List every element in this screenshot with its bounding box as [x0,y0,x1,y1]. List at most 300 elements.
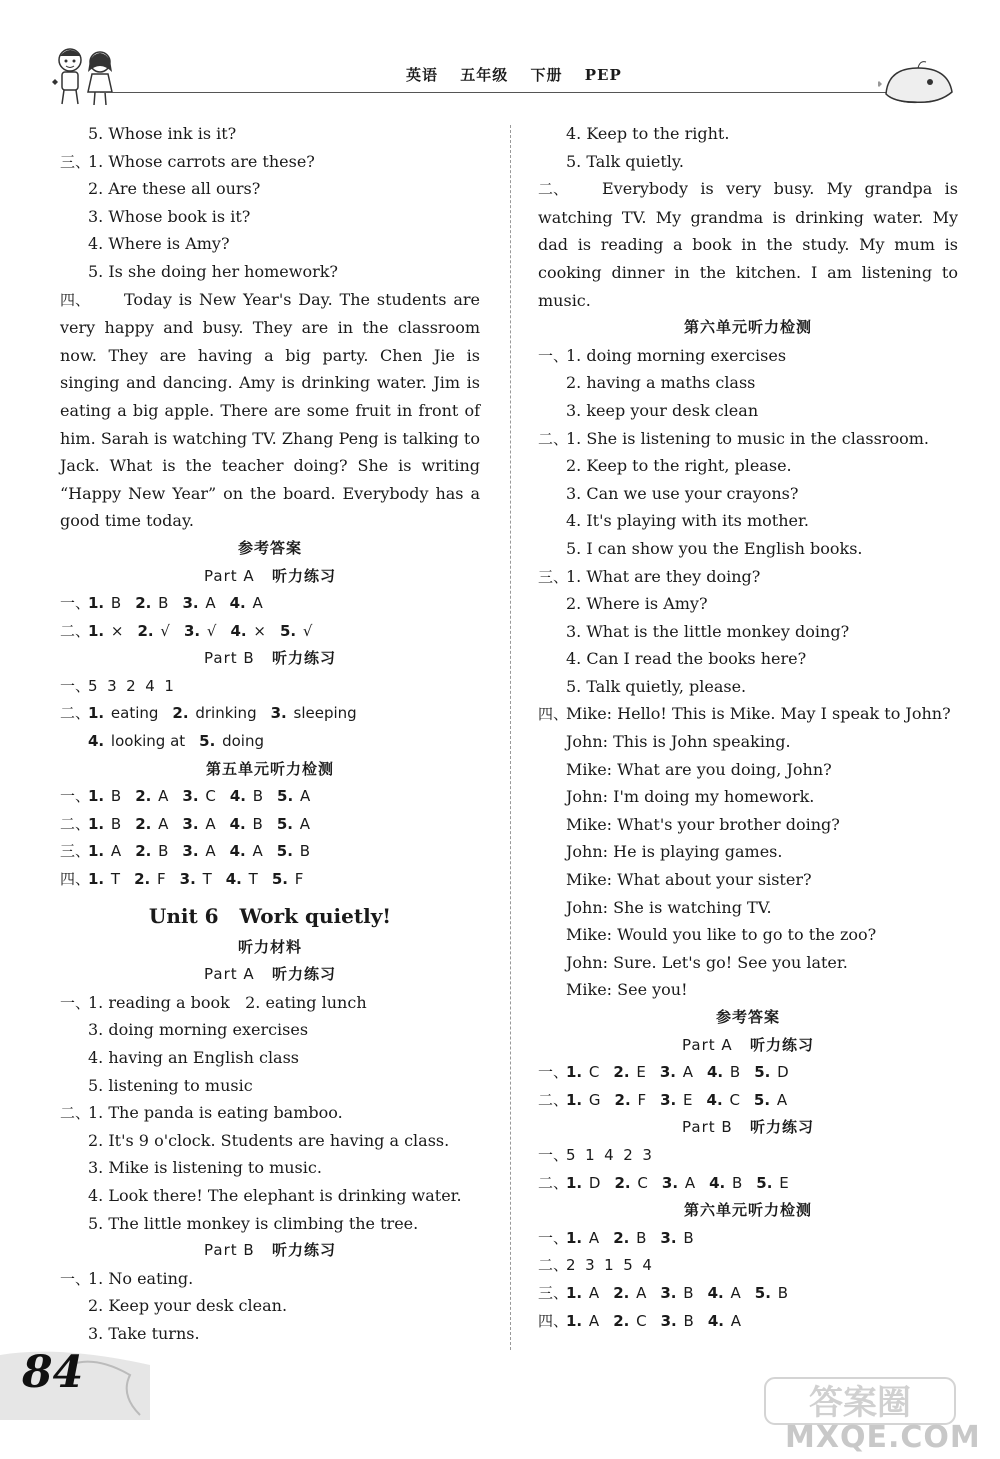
column-divider [510,125,511,1350]
answer-row [538,1142,958,1170]
text-line [538,425,958,453]
right-column [538,120,958,1335]
answer-value: B [252,814,263,833]
answer-number: 2. [613,1228,630,1247]
section-marker: 一、 [60,676,91,695]
part-heading [60,961,480,989]
text-line [538,452,958,480]
answer-item [662,1174,695,1192]
answer-value: E [683,1090,693,1109]
answer-number: 2. [135,594,152,613]
answer-value: C [637,1173,648,1192]
answer-number: 1. [88,704,105,723]
line-text: John: I'm doing my homework. [566,787,815,807]
answer-number: 3. [659,1063,676,1082]
heading-text: 参考答案 [237,538,302,557]
answer-item [226,870,258,888]
text-line [60,175,480,203]
answer-value: sleeping [293,704,357,723]
answer-number: 1. [566,1311,583,1330]
answer-number: 3. [660,1283,677,1302]
answer-item [613,1063,645,1081]
heading-text: 第六单元听力检测 [683,318,812,337]
text-line [60,1127,480,1155]
line-text: 4. Can I read the books here? [566,649,807,669]
answer-item [566,1174,600,1192]
answer-number: 4. [229,594,246,613]
section-marker: 一、 [538,1228,569,1247]
text-line [60,1182,480,1210]
answer-number: 4. [709,1173,726,1192]
answer-value: B [729,1063,741,1082]
answer-value: B [732,1173,743,1192]
line-text: 3. What is the little monkey doing? [566,621,850,641]
heading-text: 第六单元听力检测 [683,1201,812,1220]
answer-row [60,673,480,701]
line-text: 1. Whose carrots are these? [88,151,315,171]
text-line [538,480,958,508]
answer-item [135,594,168,612]
section-marker: 二、 [60,704,91,723]
answer-number: 1. [566,1090,583,1109]
text-line [60,989,480,1017]
answer-number: 2. [614,1173,631,1192]
answer-value: B [252,787,264,806]
answer-number: 5. [754,1283,771,1302]
part-name: Part A [204,965,255,984]
answer-number: 1. [88,594,105,613]
answer-row [60,590,480,618]
answer-value: C [205,787,216,806]
answer-item [566,1312,599,1330]
answer-number: 5. [754,1063,771,1082]
answer-row [538,1059,958,1087]
line-text: 5. listening to music [88,1075,253,1095]
part-label: 听力练习 [271,566,336,585]
answer-item [88,787,121,805]
answer-number: 3. [661,1173,679,1192]
section-heading [538,1004,958,1032]
line-text: Mike: What's your brother doing? [566,814,840,834]
answer-item [566,1091,601,1109]
text-line [60,1210,480,1238]
dialogue-line [538,976,958,1004]
line-text: 5. Is she doing her homework? [88,261,338,281]
answer-item [660,1284,693,1302]
line-text: 1. She is listening to music in the classroom. [566,428,929,448]
answer-row [60,783,480,811]
answer-item [756,1174,788,1192]
answer-row [60,618,480,646]
section-heading [60,756,480,784]
section-marker: 一、 [60,993,91,1012]
answer-item [182,815,215,833]
answer-number: 2. [613,1063,630,1082]
answer-number: 3. [182,814,199,833]
answer-number: 3. [182,842,199,861]
text-line [60,1265,480,1293]
answer-item [613,1312,646,1330]
answer-number: 3. [660,1228,677,1247]
answer-item [566,1229,599,1247]
answer-value: doing [222,732,264,751]
answer-item [88,870,120,888]
heading-text: 参考答案 [715,1008,780,1026]
text-line [538,397,958,425]
answer-row [60,838,480,866]
answer-number: 2. [614,1090,631,1109]
answer-item [615,1091,647,1109]
answer-number: 5. [199,732,216,751]
answer-number: 5. [276,842,293,861]
text-line [538,673,958,701]
answer-value: A [205,594,216,613]
answer-number: 4. [230,621,247,640]
answer-item [135,842,168,860]
answer-row [538,1087,958,1115]
answer-item [138,622,170,640]
answer-value: T [110,870,121,889]
answer-value: A [684,1173,696,1192]
line-text: 2. having a maths class [566,373,756,393]
part-heading [538,1114,958,1142]
answer-value: F [294,870,304,889]
part-name: Part B [204,649,255,668]
answer-value: B [110,594,122,613]
answer-value: B [636,1228,647,1247]
answer-item [135,815,168,833]
section-marker: 四、 [60,290,91,309]
part-name: Part A [204,566,255,585]
answer-number: 1. [566,1173,583,1192]
header-title [406,64,638,85]
answer-number: 1. [88,842,105,861]
section-marker: 三、 [60,842,91,861]
answer-item [230,842,263,860]
answer-value: A [205,814,216,833]
answer-item [88,732,185,750]
answer-value: E [636,1063,646,1082]
answer-number: 4. [229,842,246,861]
dialogue-line [538,783,958,811]
answer-item [707,1063,740,1081]
answer-value: D [588,1173,601,1192]
line-text: Mike: Hello! This is Mike. May I speak to John? [566,704,951,724]
answer-value: B [110,787,122,806]
answer-value: √ [206,621,217,640]
part-heading [538,1032,958,1060]
dialogue-line [538,866,958,894]
part-label: 听力练习 [271,965,336,984]
part-label: 听力练习 [749,1035,814,1054]
answer-item [230,594,263,612]
answer-item [613,1284,646,1302]
text-line [538,507,958,535]
answer-value: A [730,1283,741,1302]
line-text: 5. Whose ink is it? [88,124,237,143]
answer-number: 4. [706,1090,723,1109]
answer-number: 1. [88,870,105,889]
answer-value: B [299,842,310,861]
answer-row [60,700,480,728]
text-line [538,342,958,370]
answer-value: A [158,814,169,833]
answer-number: 5. [753,1090,771,1109]
answer-number: 3. [179,870,196,889]
answer-number: 3. [182,787,199,806]
section-marker: 二、 [538,1173,569,1192]
answer-number: 5. [756,1173,773,1192]
answer-value: × [110,621,124,640]
line-text: 4. Where is Amy? [88,234,230,254]
answer-number: 5. [277,787,294,806]
cartoon-kids-icon [48,42,123,112]
answer-value: looking at [110,732,186,751]
answer-number: 4. [229,814,246,833]
answer-number: 2. [613,1283,630,1302]
text-line [60,1099,480,1127]
answer-number: 4. [229,787,246,806]
line-text: Mike: Would you like to go to the zoo? [566,925,877,945]
answer-item [708,1312,741,1330]
answer-value: √ [302,621,313,640]
part-label: 听力练习 [271,649,336,668]
answer-value: B [158,842,169,861]
line-text: 4. Look there! The elephant is drinking water. [88,1185,462,1205]
answer-value: A [158,787,169,806]
text-line [538,148,958,176]
answer-value: A [776,1090,788,1109]
answer-item [661,1312,694,1330]
header-rule [100,92,905,93]
answer-value: B [683,1283,694,1302]
section-marker: 二、 [60,814,91,833]
answer-item [709,1174,742,1192]
answer-row [538,1170,958,1198]
line-text: John: He is playing games. [566,842,783,862]
line-text: John: She is watching TV. [566,897,772,917]
answer-value: B [683,1228,694,1247]
line-text: 1. No eating. [88,1268,194,1288]
answer-value: A [588,1311,600,1330]
answer-number: 2. [135,842,152,861]
answer-value: A [299,787,311,806]
answer-item [182,594,215,612]
answer-item [566,1063,599,1081]
answer-item [180,870,212,888]
line-text: 3. Mike is listening to music. [88,1158,322,1178]
paragraph-text: Today is New Year's Day. The students are very happy and busy. They are in the classroom now. They are having a big party. Chen Jie is singing and dancing. Amy is drinking water. Jim is eating a big apple. There are some fruit in front of him. Sarah is watching TV. Zhang Peng is talking to Jack. What is the teacher doing? She is writing “Happy New Year” on the board. Everybody has a good time today. [60,289,480,531]
dialogue-line [538,838,958,866]
answer-value: A [730,1311,741,1330]
line-text: 2. Keep to the right, please. [566,456,792,476]
answer-item [613,1229,646,1247]
answer-item [88,815,121,833]
answer-number: 3. [183,621,201,640]
part-label: 听力练习 [271,1241,336,1260]
text-line [538,369,958,397]
line-text: 4. having an English class [88,1048,300,1067]
section-heading [60,934,480,962]
line-text: 3. Whose book is it? [88,206,251,226]
answer-value: A [252,842,263,861]
watermark-logo-text: 答案圈 [809,1383,911,1423]
paragraph-text: Everybody is very busy. My grandpa is watching TV. My grandma is drinking water. My dad is reading a book in the study. My mum is cooking dinner in the kitchen. I am listening to music. [538,179,958,310]
dialogue-line [538,894,958,922]
dialogue-line [538,728,958,756]
answer-value: C [588,1063,600,1082]
text-line [538,590,958,618]
section-marker: 一、 [60,594,91,613]
dialogue-line [538,756,958,784]
line-text: 3. doing morning exercises [88,1020,309,1040]
answer-value: √ [160,621,170,640]
answer-item [708,1284,741,1302]
paragraph [538,175,958,314]
section-heading [538,314,958,342]
answer-number: 4. [707,1283,724,1302]
answer-value: eating [110,704,159,723]
text-line [538,535,958,563]
line-text: 4. It's playing with its mother. [566,511,809,531]
answer-number: 3. [660,1090,677,1109]
answer-value: A [682,1063,693,1082]
answer-number: 4. [707,1311,724,1330]
answer-value: B [683,1311,694,1330]
answer-item [277,787,310,805]
line-text: Mike: What are you doing, John? [566,759,832,779]
answer-item [271,704,357,722]
answer-number: 2. [134,870,151,889]
answer-number: 3. [660,1311,677,1330]
answer-item [182,842,215,860]
part-heading [60,1237,480,1265]
section-marker: 一、 [60,1269,91,1288]
section-marker: 一、 [538,1145,569,1164]
answer-value: C [636,1311,647,1330]
answer-item [277,815,310,833]
answer-number: 2. [137,621,154,640]
answer-item [184,622,216,640]
answer-item [182,787,215,805]
section-heading [538,1197,958,1225]
line-text: John: This is John speaking. [566,732,791,752]
section-marker: 四、 [60,870,91,889]
watermark-url: MXQE.COM [785,1420,981,1455]
answer-value: T [248,870,258,889]
answer-value: A [588,1228,600,1247]
answer-number: 2. [135,814,152,833]
line-text: 1. What are they doing? [566,566,761,586]
text-line [60,1154,480,1182]
answer-number: 2. [613,1311,630,1330]
dialogue-line [538,811,958,839]
answer-item [660,1063,693,1081]
answer-value: A [110,842,122,861]
section-marker: 二、 [538,180,569,199]
answer-number: 1. [566,1228,583,1247]
answer-item [172,704,256,722]
answer-row [60,811,480,839]
answer-item [88,842,121,860]
answer-number: 2. [172,704,189,723]
section-marker: 一、 [538,1063,569,1082]
text-line [60,1320,480,1348]
text-line [60,120,480,148]
answer-item [566,1284,599,1302]
line-text: 1. reading a book 2. eating lunch [88,992,367,1012]
cartoon-whale-icon [878,58,960,108]
answer-number: 1. [88,787,105,806]
answer-number: 1. [566,1283,583,1302]
line-text: John: Sure. Let's go! See you later. [566,952,848,972]
answer-number: 5. [279,621,297,640]
section-marker: 三、 [60,152,91,171]
answer-number: 2. [135,787,152,806]
header-term: 下册 [530,66,563,84]
answer-value: F [157,870,166,889]
section-marker: 一、 [538,346,569,365]
answer-row [60,728,480,756]
answer-item [660,1091,692,1109]
text-line [538,645,958,673]
answer-value: T [202,870,212,889]
header-edition: PEP [584,66,622,84]
answer-number: 1. [88,814,105,833]
section-marker: 二、 [538,1256,569,1275]
text-line [60,1016,480,1044]
heading-text: 听力材料 [237,937,302,956]
answer-sequence: 2 3 1 5 4 [566,1256,652,1275]
section-marker: 二、 [60,1104,91,1123]
answer-number: 3. [182,594,199,613]
line-text: 5. The little monkey is climbing the tree. [88,1213,419,1233]
text-line [538,120,958,148]
answer-value: A [636,1283,647,1302]
answer-item [754,1063,788,1081]
answer-number: 3. [270,704,287,723]
answer-row [538,1308,958,1336]
answer-item [272,870,304,888]
section-marker: 四、 [538,705,569,724]
answer-value: E [779,1173,789,1192]
line-text: 5. Talk quietly, please. [566,676,747,696]
part-name: Part A [682,1035,733,1054]
page-header [0,0,1000,110]
left-column [60,120,480,1348]
answer-item [88,704,158,722]
answer-value: × [253,621,266,640]
page-number: 84 [22,1347,84,1398]
section-marker: 一、 [60,787,91,806]
section-marker: 四、 [538,1311,569,1330]
paragraph [60,286,480,535]
answer-item [135,787,168,805]
text-line [538,563,958,591]
text-line [60,203,480,231]
text-line [538,618,958,646]
answer-value: B [158,594,169,613]
answer-item [754,1091,787,1109]
answer-value: A [588,1283,600,1302]
line-text: 3. Take turns. [88,1323,200,1343]
line-text: 3. Can we use your crayons? [566,483,799,503]
unit-title: Unit 6 Work quietly! [148,903,392,928]
answer-item [280,622,312,640]
part-heading [60,645,480,673]
line-text: 2. Keep your desk clean. [88,1296,288,1316]
line-text: 1. doing morning exercises [566,345,787,365]
